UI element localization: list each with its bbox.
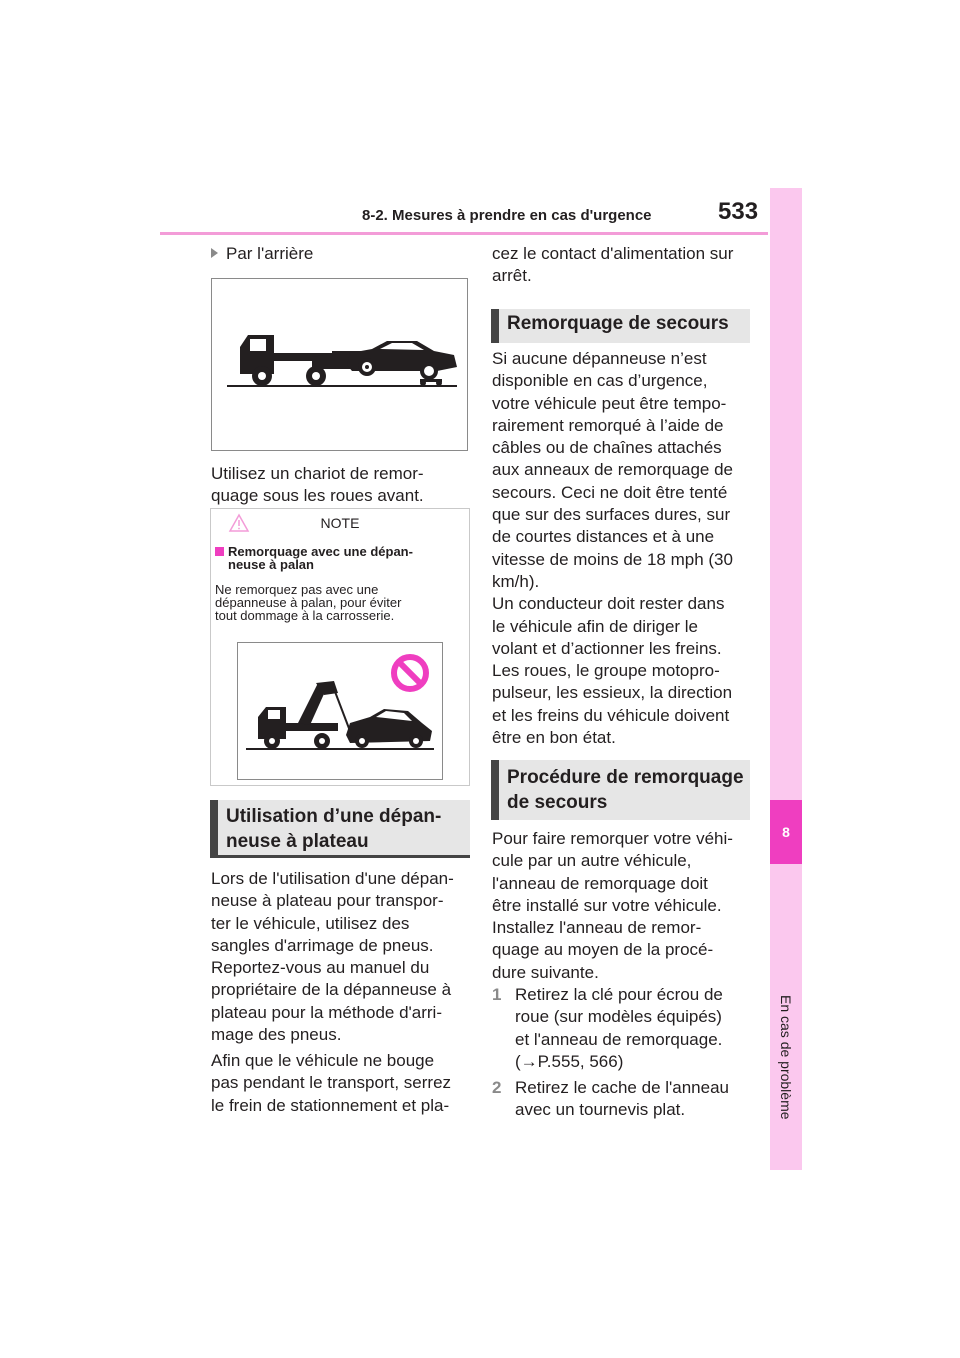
text-line: vitesse de moins de 18 mph (30 [492,549,733,569]
pink-square-icon [215,547,224,556]
text-line: Lors de l'utilisation d'une dépan- [211,869,454,888]
note-heading-line: Remorquage avec une dépan- [228,544,413,559]
rear-caption-line: Utilisez un chariot de remor- [211,464,424,483]
rear-caption-line: quage sous les roues avant. [211,486,424,506]
note-body [215,583,467,622]
wheel-lift-prohibited-illustration [237,642,443,780]
section-title-line: Utilisation d’une dépan- [226,806,442,827]
text-line: neuse à plateau pour transpor- [211,891,444,911]
text-line: de courtes distances et à une [492,527,715,547]
note-heading [215,545,467,571]
text-line: Pour faire remorquer votre véhi- [492,829,733,848]
text-line: l'anneau de remorquage doit [492,873,708,893]
step-number: 1 [492,985,502,1004]
continued-paragraph [492,243,733,288]
step-line: roue (sur modèles équipés) [515,1007,722,1027]
text-line: Installez l'anneau de remor- [492,918,702,938]
text-line: Reportez-vous au manuel du [211,958,430,978]
text-line: câbles ou de chaînes attachés [492,438,722,458]
text-line: arrêt. [492,266,532,286]
text-line: ter le véhicule, utilisez des [211,913,410,933]
text-line: disponible en cas d’urgence, [492,371,708,391]
step-line: avec un tournevis plat. [515,1100,686,1120]
text-line: Si aucune dépanneuse n’est [492,349,707,368]
text-line: cule par un autre véhicule, [492,851,692,871]
page-number: 533 [718,198,759,225]
procedure-section-title [491,760,750,820]
text-line: volant et d’actionner les freins. [492,638,722,658]
rear-heading-text: Par l'arrière [226,244,314,263]
text-line: pulseur, les essieux, la direction [492,683,733,703]
procedure-step-2 [492,1077,729,1122]
text-line: Les roues, le groupe motopro- [492,661,720,681]
page-reference: (→P.555, 566) [515,1051,624,1071]
flatbed-paragraph-2 [211,1050,451,1117]
prohibited-wheel-lift-icon [238,643,442,779]
text-line: propriétaire de la dépanneuse à [211,980,452,1000]
text-line: Un conducteur doit rester dans [492,594,725,614]
text-line: km/h). [492,571,540,591]
text-line: quage au moyen de la procé- [492,940,714,960]
section-title-line: neuse à plateau [226,831,369,852]
text-line: aux anneaux de remorquage de [492,460,734,480]
note-body-line: dépanneuse à palan, pour éviter [215,595,402,610]
emergency-section-title: Remorquage de secours [491,309,750,343]
chapter-label [776,995,796,1045]
section-header: 8-2. Mesures à prendre en cas d'urgence [362,207,652,224]
text-line: être en bon état. [492,728,616,748]
text-line: votre véhicule peut être tempo- [492,393,727,413]
text-line: cez le contact d'alimentation sur [492,244,734,263]
text-line: et les freins du véhicule doivent [492,705,730,725]
text-line: mage des pneus. [211,1025,342,1045]
text-line: Afin que le véhicule ne bouge [211,1051,435,1070]
note-body-line: Ne remorquez pas avec une [215,582,379,597]
rear-towing-illustration [211,278,468,451]
text-line: le frein de stationnement et pla- [211,1095,450,1115]
note-box [210,508,470,786]
section-title-line: Procédure de remorquage [507,767,744,788]
chapter-number: 8 [770,800,802,864]
step-line: et l'anneau de remorquage. [515,1029,723,1049]
procedure-step-1 [492,984,723,1073]
note-title: NOTE [320,515,360,531]
text-line: le véhicule afin de diriger le [492,616,699,636]
procedure-paragraph [492,828,733,984]
emergency-paragraph [492,348,733,749]
text-line: pas pendant le transport, serrez [211,1073,452,1093]
text-line: que sur des surfaces dures, sur [492,505,731,525]
text-line: dure suivante. [492,962,599,982]
rear-heading [211,243,313,265]
header-divider [160,232,768,235]
step-line: Retirez la clé pour écrou de [515,985,723,1004]
step-number: 2 [492,1078,502,1097]
section-title-line: de secours [507,792,608,813]
text-line: plateau pour la méthode d'arri- [211,1002,442,1022]
step-line: Retirez le cache de l'anneau [515,1078,729,1097]
text-line: sangles d'arrimage de pneus. [211,935,434,955]
flatbed-paragraph [211,868,454,1046]
note-heading-line: neuse à palan [228,557,314,572]
arrow-bullet-icon [211,248,218,258]
text-line: rairement remorqué à l’aide de [492,415,724,435]
text-line: être installé sur votre véhicule. [492,895,722,915]
flatbed-section-title [210,800,470,858]
rear-caption [211,463,424,508]
text-line: secours. Ceci ne doit être tenté [492,482,728,502]
tow-truck-dolly-icon [212,279,467,450]
note-body-line: tout dommage à la carrosserie. [215,608,395,623]
